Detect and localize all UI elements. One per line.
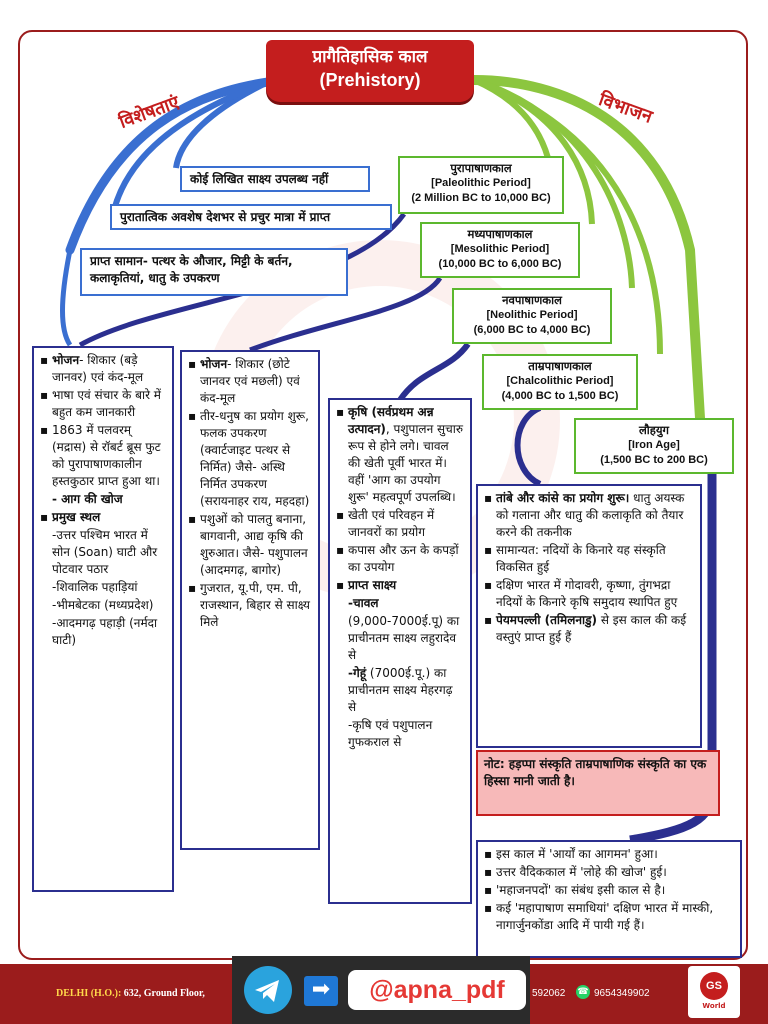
list-item-bold: भोजन (52, 353, 80, 367)
neolithic-details (328, 398, 472, 904)
list-item-bold: प्राप्त साक्ष्य (348, 578, 397, 592)
period-iron-age (574, 418, 734, 474)
list-item (336, 613, 464, 664)
list-item (40, 579, 166, 596)
list-item-text: इस काल में 'आर्यों का आगमन' हुआ। (496, 847, 658, 861)
list-item-text: कपास और ऊन के कपड़ों का उपयोग (348, 543, 459, 574)
telegram-icon[interactable] (244, 966, 292, 1014)
feature-box-2 (110, 204, 392, 230)
list-item-text: -आदमगढ़ पहाड़ी (नर्मदा घाटी) (52, 616, 158, 647)
period-english: [Mesolithic Period] (450, 243, 550, 255)
list-item-text: खेती एवं परिवहन में जानवरों का प्रयोग (348, 508, 435, 539)
list-item (336, 595, 464, 612)
features-label: विशेषताएं (116, 91, 183, 133)
note-text: नोट: हड़प्पा संस्कृति ताम्रपाषाणिक संस्कृति का एक हिस्सा मानी जाती है। (484, 757, 707, 788)
feature-box-1 (180, 166, 370, 192)
list-item (484, 882, 734, 899)
list-item (336, 577, 464, 594)
list-item (40, 527, 166, 578)
list-item-text: -कृषि एवं पशुपालन गुफकराल से (348, 718, 433, 749)
address-label: DELHI (H.O.): (56, 988, 122, 999)
title-english: (Prehistory) (319, 70, 421, 90)
period-hindi: मध्यपाषाणकाल (467, 227, 533, 241)
period-range: (4,000 BC to 1,500 BC) (501, 390, 619, 402)
period-hindi: नवपाषाणकाल (502, 293, 562, 307)
whatsapp-icon: ☎ (577, 987, 589, 997)
list-item (484, 542, 694, 576)
paleolithic-list (40, 352, 166, 649)
title-hindi: प्रागैतिहासिक काल (312, 47, 428, 67)
feature-text: पुरातात्विक अवशेष देशभर से प्रचुर मात्रा में प्राप्त (120, 210, 331, 224)
list-item-text: , पशुपालन सुचारु रूप से होने लगे। चावल की खेती पूर्वी भारत में। वहीं 'आग का उपयोग शुरू' महत्वपूर्ण उपलब्धि। (348, 422, 464, 504)
list-item-text: - शिकार (बड़े जानवर) एवं कंद-मूल (52, 353, 144, 384)
list-item-bold: भोजन (200, 357, 228, 371)
list-item-text: सामान्यत: नदियों के किनारे यह संस्कृति विकसित हुई (496, 543, 666, 574)
mesolithic-details (180, 350, 320, 850)
feature-text: कोई लिखित साक्ष्य उपलब्ध नहीं (190, 172, 329, 186)
paleolithic-details (32, 346, 174, 892)
list-item (336, 542, 464, 576)
mesolithic-list (188, 356, 312, 631)
list-item (336, 404, 464, 506)
list-item (336, 507, 464, 541)
list-item (484, 864, 734, 881)
period-english: [Neolithic Period] (486, 309, 578, 321)
divisions-label: विभाजन (595, 89, 656, 128)
list-item (40, 387, 166, 421)
iron-age-list (484, 846, 734, 934)
neolithic-list (336, 404, 464, 751)
list-item (188, 408, 312, 510)
period-english: [Iron Age] (628, 439, 680, 451)
logo-text: GS (700, 972, 728, 1000)
feature-box-3 (80, 248, 348, 296)
list-item (188, 511, 312, 579)
list-item-bold: -गेहूं (348, 666, 367, 680)
list-item-text: तीर-धनुष का प्रयोग शुरू, फलक उपकरण (क्वार्टजाइट पत्थर से निर्मित) जैसे- अस्थि निर्मित उपकरण (सरायनाहर राय, महदहा) (200, 409, 310, 508)
period-paleolithic (398, 156, 564, 214)
period-neolithic (452, 288, 612, 344)
list-item (40, 422, 166, 490)
list-item-text: -उत्तर पश्चिम भारत में सोन (Soan) घाटी और पोटवार पठार (52, 528, 158, 576)
gs-world-logo (688, 966, 740, 1018)
period-hindi: ताम्रपाषाणकाल (528, 359, 592, 373)
list-item-text: धातु अयस्क को गलाना और धातु की कलाकृति को तैयार करने की तकनीक (496, 491, 685, 539)
address-text: 632, Ground Floor, (123, 988, 205, 999)
period-mesolithic (420, 222, 580, 278)
list-item (336, 665, 464, 716)
list-item-text: गुजरात, यू.पी, एम. पी, राजस्थान, बिहार से साक्ष्य मिले (200, 581, 311, 629)
period-english: [Paleolithic Period] (431, 177, 531, 189)
period-range: (2 Million BC to 10,000 BC) (411, 192, 551, 204)
list-item-text: - शिकार (छोटे जानवर एवं मछली) एवं कंद-मूल (200, 357, 300, 405)
list-item-bold: - आग की खोज (52, 492, 123, 506)
chalcolithic-list (484, 490, 694, 646)
list-item (484, 612, 694, 646)
list-item (484, 900, 734, 934)
list-item-text: से इस काल की कई वस्तुएं प्राप्त हुई हैं (496, 613, 687, 644)
list-item-text: पशुओं को पालतु बनाना, बागवानी, आद्य कृषि की शुरुआत। जैसे- पशुपालन (आदमगढ़, बागोर) (200, 512, 308, 577)
phone-number-1: 592062 (532, 988, 566, 999)
list-item (484, 846, 734, 863)
list-item (40, 491, 166, 508)
list-item (484, 490, 694, 541)
list-item (40, 352, 166, 386)
list-item-bold: -चावल (348, 596, 379, 610)
main-title (266, 40, 474, 102)
period-range: (1,500 BC to 200 BC) (600, 454, 708, 466)
period-hindi: पुरापाषाणकाल (450, 161, 512, 175)
harappa-note (476, 750, 720, 816)
list-item (188, 356, 312, 407)
list-item-bold: तांबे और कांसे का प्रयोग शुरू। (496, 491, 630, 505)
period-english: [Chalcolithic Period] (506, 375, 614, 387)
list-item (40, 509, 166, 526)
list-item-bold: कृषि (सर्वप्रथम अन्न उत्पादन) (348, 405, 434, 436)
promo-banner[interactable] (232, 956, 530, 1024)
period-chalcolithic (482, 354, 638, 410)
list-item-text: 1863 में पलवरम् (मद्रास) से रॉबर्ट ब्रूस फुट को पुरापाषाणकालीन हस्तकुठार प्राप्त हुआ था। (52, 423, 161, 488)
list-item (336, 717, 464, 751)
channel-handle[interactable]: @apna_pdf (348, 970, 526, 1010)
list-item (484, 577, 694, 611)
list-item-bold: प्रमुख स्थल (52, 510, 101, 524)
arrow-right-icon: ➡ (304, 976, 338, 1006)
footer-address (56, 988, 205, 999)
period-hindi: लौहयुग (638, 423, 670, 437)
list-item-text: भाषा एवं संचार के बारे में बहुत कम जानकारी (52, 388, 161, 419)
list-item (40, 597, 166, 614)
list-item-text: दक्षिण भारत में गोदावरी, कृष्णा, तुंगभद्रा नदियों के किनारे कृषि समुदाय स्थापित हुए (496, 578, 678, 609)
list-item-text: 'महाजनपदों' का संबंध इसी काल से है। (496, 883, 666, 897)
logo-subtext: World (702, 1002, 726, 1010)
list-item-text: -भीमबेटका (मध्यप्रदेश) (52, 598, 154, 612)
phone-number-2: 9654349902 (594, 988, 650, 999)
list-item (40, 615, 166, 649)
period-range: (10,000 BC to 6,000 BC) (438, 258, 562, 270)
list-item-text: उत्तर वैदिककाल में 'लोहे की खोज' हुई। (496, 865, 667, 879)
iron-age-details (476, 840, 742, 958)
list-item-text: -शिवालिक पहाड़ियां (52, 580, 138, 594)
list-item-text: (9,000-7000ई.पू) का प्राचीनतम साक्ष्य लहुरादेव से (348, 614, 460, 662)
list-item (188, 580, 312, 631)
feature-text: प्राप्त सामान- पत्थर के औजार, मिट्टी के बर्तन, कलाकृतियां, धातु के उपकरण (90, 254, 293, 285)
list-item-text: (7000ई.पू.) का प्राचीनतम साक्ष्य मेहरगढ़ से (348, 666, 453, 714)
list-item-text: कई 'महापाषाण समाधियां' दक्षिण भारत में मास्की, नागार्जुनकोंडा आदि में पायी गई हैं। (496, 901, 714, 932)
period-range: (6,000 BC to 4,000 BC) (473, 324, 591, 336)
chalcolithic-details (476, 484, 702, 748)
list-item-bold: पेयमपल्ली (तमिलनाडु) (496, 613, 598, 627)
